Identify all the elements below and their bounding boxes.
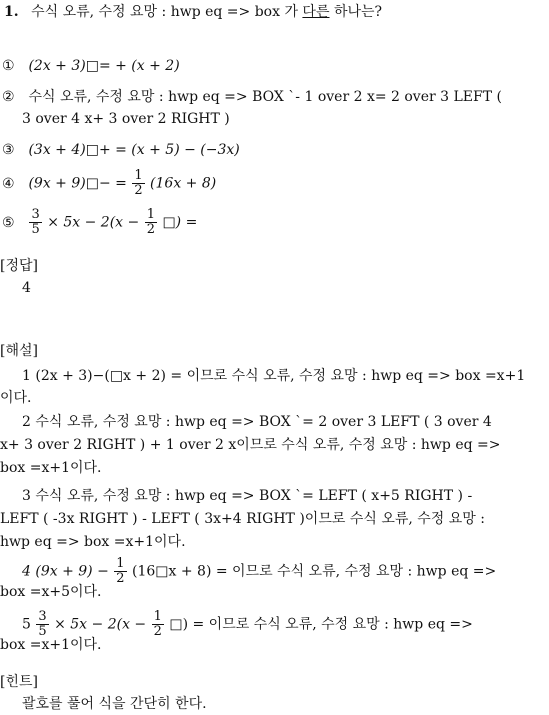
fraction bbox=[29, 208, 41, 237]
question-text: 수식 오류, 수정 요망 : hwp eq => box 가 bbox=[31, 4, 298, 20]
expr-part: 4 (9x + 9) − bbox=[22, 563, 114, 580]
option-expression: (2x + 3)□= + (x + 2) bbox=[28, 58, 180, 74]
expr-part: (16□x + 8) = 이므로 수식 오류, 수정 요망 : hwp eq => bbox=[132, 563, 497, 580]
explanation-line: 3 수식 오류, 수정 요망 : hwp eq => BOX `= LEFT ( x+5 RIGHT ) - bbox=[22, 488, 473, 504]
hint-label: [힌트] bbox=[0, 674, 38, 690]
option-marker: ② bbox=[2, 89, 15, 105]
explanation-label: [해설] bbox=[0, 343, 38, 359]
fraction-denominator: 2 bbox=[116, 571, 125, 586]
option-marker: ④ bbox=[2, 175, 15, 192]
fraction-denominator: 2 bbox=[146, 222, 155, 237]
fraction-denominator: 2 bbox=[134, 183, 143, 198]
fraction-numerator: 3 bbox=[31, 207, 40, 222]
option-1[interactable] bbox=[0, 56, 549, 76]
explanation-line: 이다. bbox=[0, 390, 32, 406]
explanation-line: 2 수식 오류, 수정 요망 : hwp eq => BOX `= 2 over 3 LEFT ( 3 over 4 bbox=[22, 414, 492, 430]
option-expression-line1: 수식 오류, 수정 요망 : hwp eq => BOX `- 1 over 2 x= 2 over 3 LEFT ( bbox=[28, 89, 502, 105]
expr-part: 5 bbox=[22, 616, 36, 633]
fraction-denominator: 5 bbox=[38, 624, 47, 639]
option-marker: ③ bbox=[2, 142, 15, 158]
fraction bbox=[132, 169, 144, 198]
option-expression-b: □) = bbox=[162, 214, 198, 231]
fraction-numerator: 1 bbox=[116, 556, 125, 571]
option-marker: ⑤ bbox=[2, 214, 15, 231]
fraction-denominator: 5 bbox=[31, 222, 40, 237]
explanation-line: box =x+1이다. bbox=[0, 637, 102, 653]
option-expression-a: (9x + 9)□− = bbox=[28, 175, 132, 192]
fraction-denominator: 2 bbox=[153, 624, 162, 639]
question-text-end: 하나는? bbox=[333, 4, 383, 20]
option-2-continued bbox=[0, 109, 549, 129]
option-expression-b: (16x + 8) bbox=[150, 175, 217, 192]
option-4[interactable] bbox=[0, 169, 549, 198]
answer-value: 4 bbox=[22, 280, 31, 296]
question-underlined-word: 다른 bbox=[302, 4, 330, 20]
option-expression-a: × 5x − 2(x − bbox=[47, 214, 144, 231]
explanation-line: box =x+1이다. bbox=[0, 460, 102, 476]
question-stem bbox=[0, 2, 549, 22]
explanation-line: x+ 3 over 2 RIGHT ) + 1 over 2 x이므로 수식 오류, 수정 요망 : hwp eq => bbox=[0, 437, 501, 453]
fraction-numerator: 1 bbox=[134, 168, 143, 183]
fraction-numerator: 1 bbox=[146, 207, 155, 222]
option-expression: (3x + 4)□+ = (x + 5) − (−3x) bbox=[28, 142, 240, 158]
answer-label: [정답] bbox=[0, 258, 38, 274]
fraction-numerator: 3 bbox=[38, 609, 47, 624]
explanation-line: box =x+5이다. bbox=[0, 584, 102, 600]
option-marker: ① bbox=[2, 58, 15, 74]
fraction bbox=[145, 208, 157, 237]
option-2[interactable] bbox=[0, 87, 549, 107]
option-3[interactable] bbox=[0, 140, 549, 160]
question-number: 1. bbox=[4, 4, 19, 20]
option-expression-line2: 3 over 4 x+ 3 over 2 RIGHT ) bbox=[22, 111, 230, 127]
expr-part: × 5x − 2(x − bbox=[54, 616, 151, 633]
expr-part: □) = 이므로 수식 오류, 수정 요망 : hwp eq => bbox=[169, 616, 473, 633]
fraction-numerator: 1 bbox=[153, 609, 162, 624]
explanation-line: 1 (2x + 3)−(□x + 2) = 이므로 수식 오류, 수정 요망 : hwp eq => box =x+1 bbox=[22, 368, 526, 384]
explanation-line: hwp eq => box =x+1이다. bbox=[0, 534, 186, 550]
option-5[interactable] bbox=[0, 208, 549, 237]
explanation-line: LEFT ( -3x RIGHT ) - LEFT ( 3x+4 RIGHT )이므로 수식 오류, 수정 요망 : bbox=[0, 511, 485, 527]
hint-text: 괄호를 풀어 식을 간단히 한다. bbox=[22, 696, 207, 712]
